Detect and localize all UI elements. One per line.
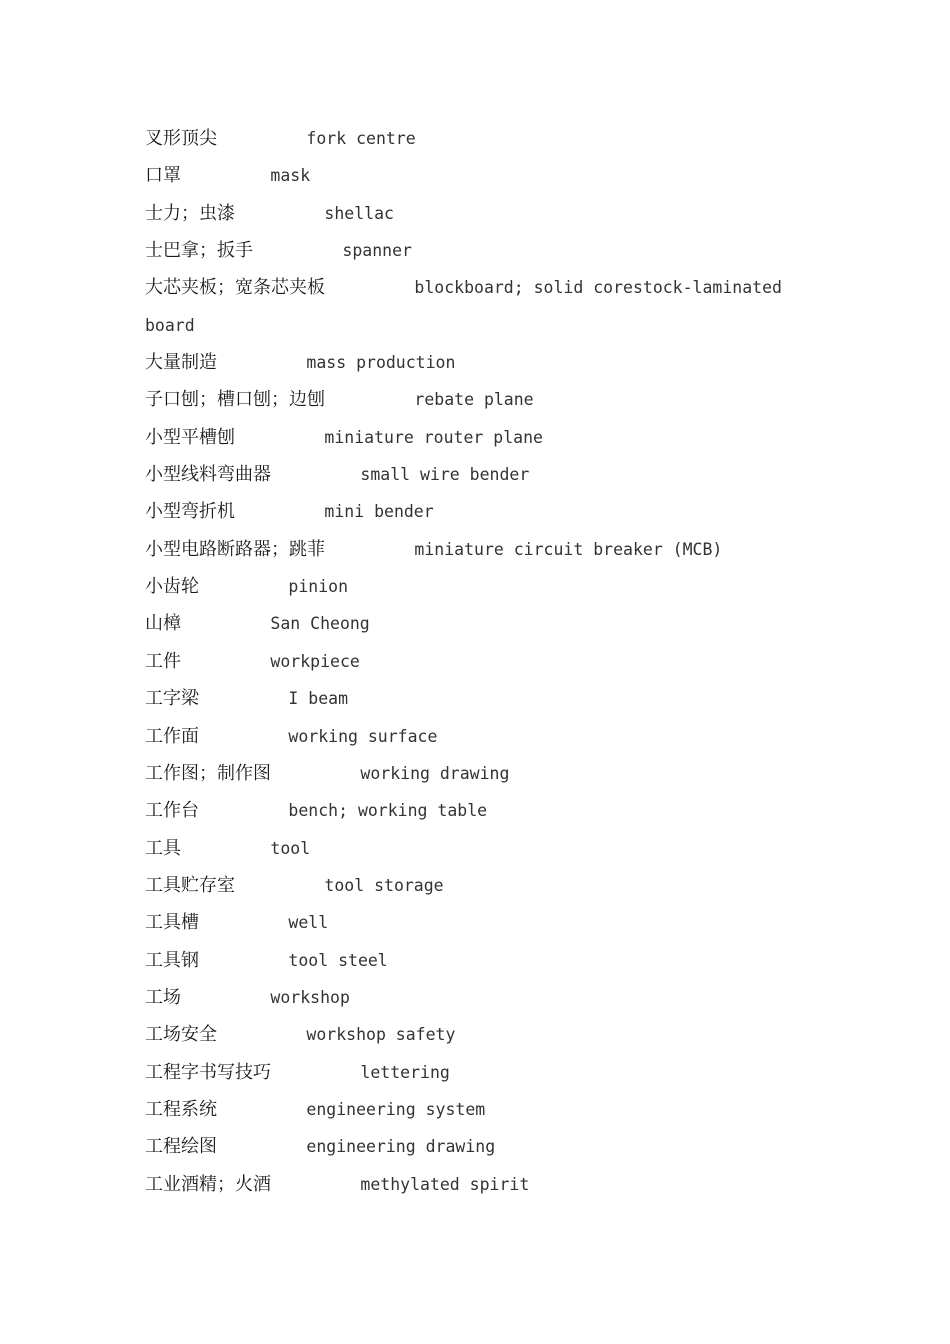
glossary-entry — [145, 344, 825, 381]
chinese-term: 工作台 — [145, 800, 199, 822]
glossary-entry — [145, 1166, 825, 1203]
english-term: bench; working table — [288, 801, 488, 821]
english-term: San Cheong — [270, 614, 370, 634]
english-term: miniature router plane — [324, 427, 543, 447]
chinese-term: 大量制造 — [145, 352, 217, 374]
chinese-term: 大芯夹板；宽条芯夹板 — [145, 277, 325, 299]
chinese-term: 子口刨；槽口刨；边刨 — [145, 389, 325, 411]
glossary-entry — [145, 120, 825, 157]
english-term: miniature circuit breaker (MCB) — [414, 539, 723, 559]
chinese-term: 工字梁 — [145, 688, 199, 710]
chinese-term: 工程绘图 — [145, 1136, 217, 1158]
english-term: tool — [270, 838, 311, 858]
glossary-entry — [145, 269, 825, 306]
chinese-term: 小型弯折机 — [145, 501, 235, 523]
chinese-term: 工具贮存室 — [145, 874, 235, 896]
glossary-entry — [145, 718, 825, 755]
chinese-term: 工场安全 — [145, 1024, 217, 1046]
english-term: engineering drawing — [306, 1137, 496, 1157]
english-term: lettering — [360, 1062, 450, 1082]
english-term: tool steel — [288, 950, 388, 970]
glossary-entry — [145, 493, 825, 530]
chinese-term: 小型线料弯曲器 — [145, 464, 271, 486]
english-term: workpiece — [270, 651, 360, 671]
chinese-term: 工具钢 — [145, 949, 199, 971]
english-term: well — [288, 913, 329, 933]
chinese-term: 叉形顶尖 — [145, 128, 217, 149]
english-term: working drawing — [360, 763, 510, 783]
chinese-term: 小齿轮 — [145, 576, 199, 598]
chinese-term: 工具槽 — [145, 912, 199, 934]
english-term: workshop safety — [306, 1025, 456, 1045]
glossary-entry — [145, 605, 825, 642]
glossary-entry — [145, 381, 825, 418]
english-term: spanner — [342, 241, 412, 261]
glossary-entry — [145, 1128, 825, 1165]
glossary-entry — [145, 232, 825, 269]
glossary-entry — [145, 792, 825, 829]
glossary-entry — [145, 1054, 825, 1091]
glossary-list — [145, 120, 825, 1203]
glossary-entry — [145, 979, 825, 1016]
chinese-term: 士力；虫漆 — [145, 202, 235, 224]
english-term: small wire bender — [360, 465, 530, 485]
chinese-term: 小型平槽刨 — [145, 426, 235, 448]
glossary-entry — [145, 942, 825, 979]
english-term: blockboard; solid corestock-laminated — [414, 278, 782, 298]
glossary-entry — [145, 1016, 825, 1053]
glossary-entry — [145, 419, 825, 456]
chinese-term: 山樟 — [145, 613, 181, 635]
chinese-term: 士巴拿；扳手 — [145, 240, 253, 262]
glossary-entry-continuation — [145, 307, 825, 344]
english-term: workshop — [270, 987, 350, 1007]
glossary-entry — [145, 195, 825, 232]
glossary-entry — [145, 680, 825, 717]
glossary-entry — [145, 904, 825, 941]
chinese-term: 工作图；制作图 — [145, 762, 271, 784]
glossary-entry — [145, 531, 825, 568]
english-term: mini bender — [324, 502, 434, 522]
chinese-term: 工作面 — [145, 725, 199, 747]
glossary-entry — [145, 867, 825, 904]
chinese-term: 工场 — [145, 986, 181, 1008]
english-term: tool storage — [324, 875, 444, 895]
english-term: working surface — [288, 726, 438, 746]
english-term: I beam — [288, 689, 349, 709]
glossary-entry — [145, 568, 825, 605]
glossary-entry — [145, 755, 825, 792]
chinese-term: 小型电路断路器；跳菲 — [145, 538, 325, 560]
english-term: rebate plane — [414, 390, 534, 410]
chinese-term: 工程字书写技巧 — [145, 1061, 271, 1083]
english-term: shellac — [324, 203, 394, 223]
english-term: mask — [270, 166, 311, 186]
chinese-term: 工程系统 — [145, 1098, 217, 1120]
glossary-entry — [145, 456, 825, 493]
chinese-term: 工具 — [145, 837, 181, 859]
english-term: mass production — [306, 353, 456, 373]
english-term: board — [145, 315, 195, 335]
glossary-entry — [145, 643, 825, 680]
glossary-entry — [145, 830, 825, 867]
english-term: pinion — [288, 577, 349, 597]
chinese-term: 工件 — [145, 650, 181, 672]
english-term: fork centre — [306, 129, 416, 148]
english-term: engineering system — [306, 1099, 486, 1119]
english-term: methylated spirit — [360, 1174, 530, 1194]
chinese-term: 工业酒精；火酒 — [145, 1173, 271, 1195]
glossary-entry — [145, 157, 825, 194]
glossary-entry — [145, 1091, 825, 1128]
chinese-term: 口罩 — [145, 165, 181, 187]
